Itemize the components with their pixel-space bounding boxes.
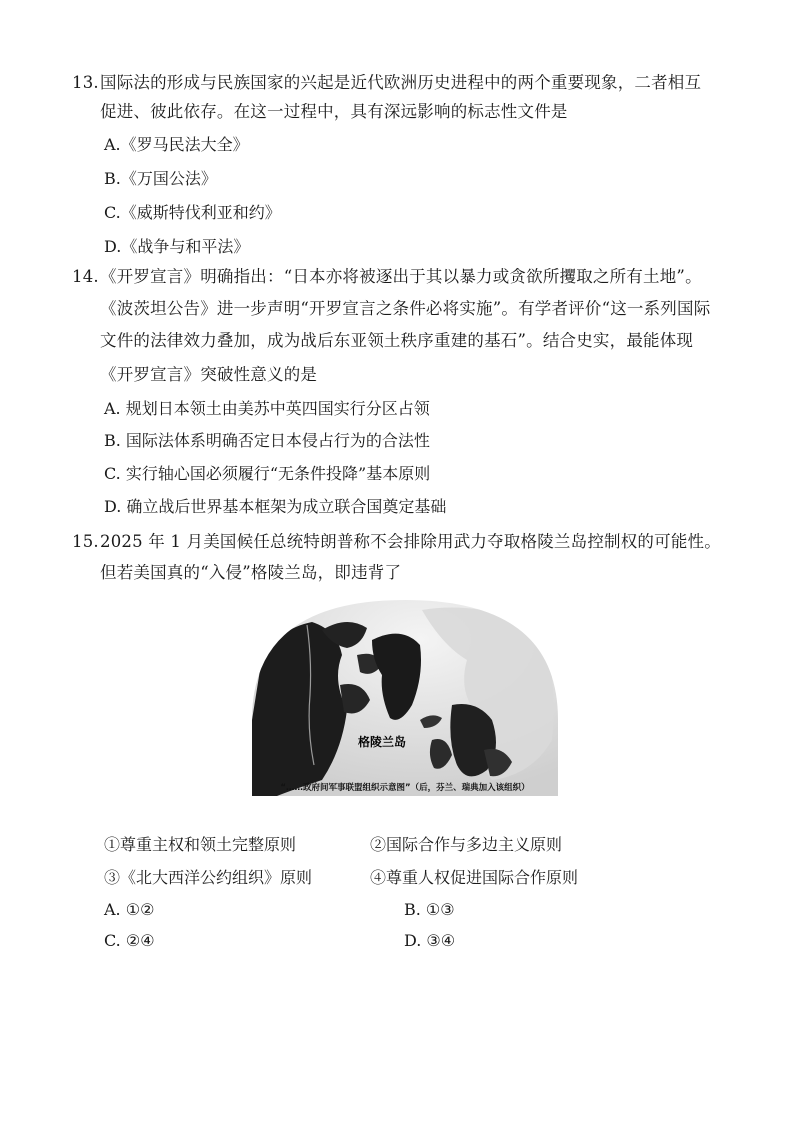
q15-option-c[interactable]: C. ②④ xyxy=(104,931,155,950)
greenland-label: 格陵兰岛 xyxy=(358,735,407,749)
q14-stem-text1: 《开罗宣言》明确指出：“日本亦将被逐出于其以暴力或贪欲所攫取之所有土地”。 xyxy=(100,267,702,286)
q15-statement-1: ①尊重主权和领土完整原则 xyxy=(104,835,297,854)
q13-option-b[interactable]: B.《万国公法》 xyxy=(104,169,217,188)
q14-option-a[interactable]: A. 规划日本领土由美苏中英四国实行分区占领 xyxy=(104,399,430,418)
q13-stem-line1 xyxy=(72,72,701,94)
q14-stem-line2: 《波茨坦公告》进一步声明“开罗宣言之条件必将实施”。有学者评价“这一系列国际 xyxy=(100,299,711,318)
map-caption: “……政府间军事联盟组织示意图”（后，芬兰、瑞典加入该组织） xyxy=(280,783,530,793)
q14-stem-line4: 《开罗宣言》突破性意义的是 xyxy=(100,365,318,384)
polar-map-image xyxy=(252,600,558,796)
q14-option-d[interactable]: D. 确立战后世界基本框架为成立联合国奠定基础 xyxy=(104,497,447,516)
q13-option-a[interactable]: A.《罗马民法大全》 xyxy=(104,135,249,154)
q15-option-d[interactable]: D. ③④ xyxy=(404,931,456,950)
q13-option-d[interactable]: D.《战争与和平法》 xyxy=(104,237,250,256)
q14-number: 14. xyxy=(72,267,99,286)
q13-stem-line2: 促进、彼此依存。在这一过程中，具有深远影响的标志性文件是 xyxy=(100,102,568,121)
q14-option-b[interactable]: B. 国际法体系明确否定日本侵占行为的合法性 xyxy=(104,431,430,450)
q15-stem-line2: 但若美国真的“入侵”格陵兰岛，即违背了 xyxy=(100,563,402,582)
q15-stem-text1: 2025 年 1 月美国候任总统特朗普称不会排除用武力夺取格陵兰岛控制权的可能性。 xyxy=(100,532,721,551)
q15-statement-3: ③《北大西洋公约组织》原则 xyxy=(104,868,313,887)
q15-statement-4: ④尊重人权促进国际合作原则 xyxy=(370,868,579,887)
q13-stem-text1: 国际法的形成与民族国家的兴起是近代欧洲历史进程中的两个重要现象，二者相互 xyxy=(100,73,702,92)
q14-stem-line1 xyxy=(72,266,702,288)
q14-stem-line3: 文件的法律效力叠加，成为战后东亚领土秩序重建的基石”。结合史实，最能体现 xyxy=(100,331,694,350)
q15-stem-line1 xyxy=(72,531,721,553)
q15-number: 15. xyxy=(72,532,99,551)
q14-option-c[interactable]: C. 实行轴心国必须履行“无条件投降”基本原则 xyxy=(104,464,431,483)
nato-map-figure xyxy=(252,600,558,796)
q15-option-a[interactable]: A. ①② xyxy=(104,900,155,919)
q15-statement-2: ②国际合作与多边主义原则 xyxy=(370,835,563,854)
q13-option-c[interactable]: C.《威斯特伐利亚和约》 xyxy=(104,203,281,222)
q15-option-b[interactable]: B. ①③ xyxy=(404,900,455,919)
q13-number: 13. xyxy=(72,73,99,92)
